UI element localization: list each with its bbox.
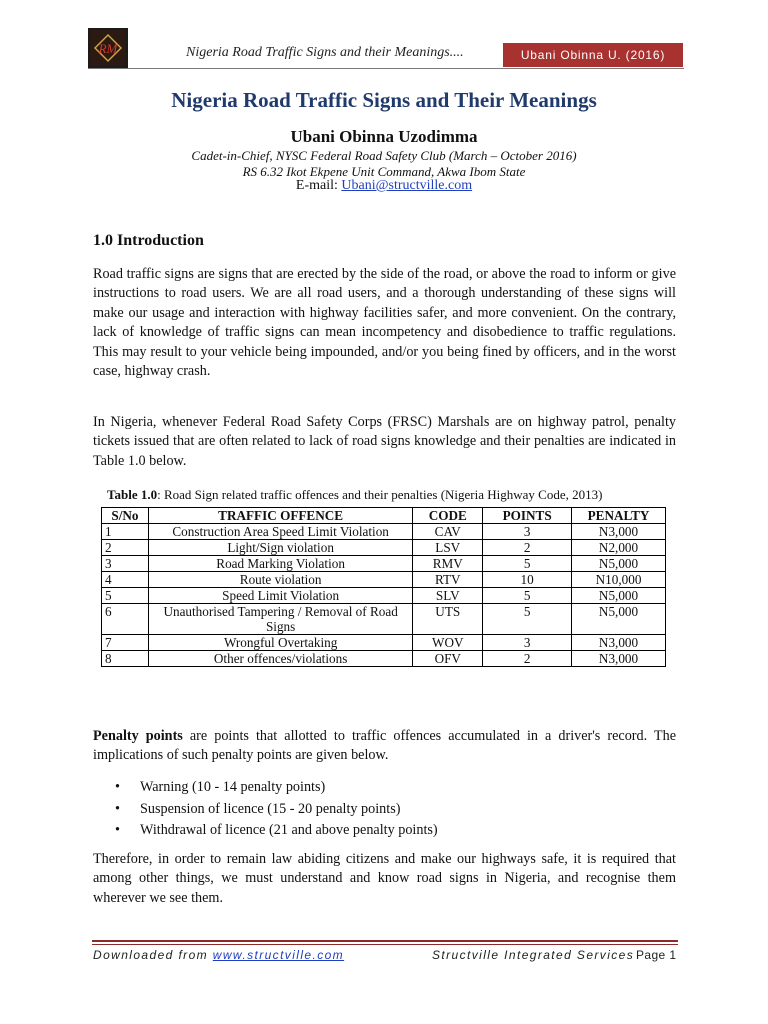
cell-code: SLV	[413, 588, 483, 604]
header-code: CODE	[413, 508, 483, 524]
table-caption	[107, 487, 602, 503]
penalty-paragraph	[93, 727, 676, 766]
cell-points: 5	[483, 556, 572, 572]
cell-penalty: N3,000	[572, 635, 666, 651]
table-row	[102, 604, 666, 635]
cell-penalty: N2,000	[572, 540, 666, 556]
table-row	[102, 540, 666, 556]
table-row	[102, 524, 666, 540]
page-number: Page 1	[636, 948, 677, 962]
header-penalty: PENALTY	[572, 508, 666, 524]
cell-offence: Light/Sign violation	[148, 540, 412, 556]
penalty-term: Penalty points	[93, 728, 183, 744]
cell-sno: 3	[102, 556, 149, 572]
table-caption-label: Table 1.0	[107, 487, 158, 502]
list-item: • Suspension of licence (15 - 20 penalty points)	[93, 799, 653, 821]
cell-sno: 1	[102, 524, 149, 540]
intro-paragraph-1: Road traffic signs are signs that are erected by the side of the road, or above the road to inform or give instructions to road users. We are all road users, and a thorough understanding of these signs will make our usage and interaction with highway facilities safer, and more convenient. On the contrary, lack of knowledge of traffic signs can mean incompetency and disobedience to traffic regulations. This may result to your vehicle being impounded, and/or you being fined by officers, and in the worst case, highway crash.	[93, 266, 676, 380]
cell-code: CAV	[413, 524, 483, 540]
running-title: Nigeria Road Traffic Signs and their Meanings....	[186, 45, 464, 60]
header-traffic-offence: TRAFFIC OFFENCE	[148, 508, 412, 524]
table-row	[102, 572, 666, 588]
cell-offence: Other offences/violations	[148, 651, 412, 667]
email-line	[0, 178, 768, 194]
cell-sno: 8	[102, 651, 149, 667]
cell-sno: 2	[102, 540, 149, 556]
section-heading: 1.0 Introduction	[93, 232, 204, 249]
cell-offence: Road Marking Violation	[148, 556, 412, 572]
table-row	[102, 651, 666, 667]
cell-points: 10	[483, 572, 572, 588]
cell-offence: Wrongful Overtaking	[148, 635, 412, 651]
footer-downloaded	[93, 948, 344, 962]
header-sno: S/No	[102, 508, 149, 524]
conclusion-paragraph: Therefore, in order to remain law abiding citizens and make our highways safe, it is required that among other things, we must understand and know road signs in Nigeria, and recognise them wherever we see them.	[93, 851, 676, 906]
cell-code: UTS	[413, 604, 483, 635]
footer-divider	[92, 940, 678, 942]
table-row	[102, 635, 666, 651]
table-row	[102, 556, 666, 572]
cell-sno: 7	[102, 635, 149, 651]
header-points: POINTS	[483, 508, 572, 524]
table-header-row	[102, 508, 666, 524]
footer-downloaded-label: Downloaded from	[93, 948, 209, 962]
cell-points: 5	[483, 588, 572, 604]
logo	[88, 28, 128, 68]
email-link[interactable]: Ubani@structville.com	[341, 178, 473, 193]
header-divider	[88, 68, 684, 69]
penalty-text: are points that allotted to traffic offences accumulated in a driver's record. The implications of such penalty points are given below.	[93, 728, 676, 764]
cell-points: 3	[483, 635, 572, 651]
cell-code: OFV	[413, 651, 483, 667]
offences-table	[101, 507, 666, 667]
author-name: Ubani Obinna Uzodimma	[290, 127, 478, 146]
list-item: • Withdrawal of licence (21 and above penalty points)	[93, 820, 653, 842]
svg-text:RM: RM	[98, 41, 118, 56]
penalty-list	[93, 777, 653, 842]
cell-penalty: N5,000	[572, 604, 666, 635]
cell-sno: 4	[102, 572, 149, 588]
cell-offence: Construction Area Speed Limit Violation	[148, 524, 412, 540]
cell-points: 2	[483, 651, 572, 667]
cell-penalty: N3,000	[572, 651, 666, 667]
cell-offence: Speed Limit Violation	[148, 588, 412, 604]
table-row	[102, 588, 666, 604]
document-title: Nigeria Road Traffic Signs and Their Meanings	[171, 88, 597, 112]
cell-code: RTV	[413, 572, 483, 588]
cell-code: RMV	[413, 556, 483, 572]
cell-sno: 6	[102, 604, 149, 635]
footer-company: Structville Integrated Services	[432, 948, 635, 962]
cell-points: 2	[483, 540, 572, 556]
table-caption-text: : Road Sign related traffic offences and their penalties (Nigeria Highway Code, 2013)	[157, 487, 603, 502]
intro-paragraph-2: In Nigeria, whenever Federal Road Safety Corps (FRSC) Marshals are on highway patrol, penalty tickets issued that are often related to lack of road signs knowledge and their penalties are indicated in Table 1.0 below.	[93, 414, 676, 469]
cell-points: 3	[483, 524, 572, 540]
cell-penalty: N10,000	[572, 572, 666, 588]
affiliation-line-2: RS 6.32 Ikot Ekpene Unit Command, Akwa Ibom State	[242, 164, 526, 179]
author-badge: Ubani Obinna U. (2016)	[503, 43, 683, 67]
list-item: • Warning (10 - 14 penalty points)	[93, 777, 653, 799]
cell-penalty: N5,000	[572, 556, 666, 572]
email-label: E-mail:	[295, 178, 338, 193]
cell-code: WOV	[413, 635, 483, 651]
logo-mark-icon	[91, 31, 125, 65]
footer-link[interactable]: www.structville.com	[212, 948, 345, 962]
affiliation-line-1: Cadet-in-Chief, NYSC Federal Road Safety Club (March – October 2016)	[191, 148, 577, 163]
cell-penalty: N3,000	[572, 524, 666, 540]
footer-divider-thin	[92, 944, 678, 945]
cell-sno: 5	[102, 588, 149, 604]
cell-offence: Unauthorised Tampering / Removal of Road Signs	[148, 604, 412, 635]
cell-offence: Route violation	[148, 572, 412, 588]
cell-code: LSV	[413, 540, 483, 556]
cell-penalty: N5,000	[572, 588, 666, 604]
cell-points: 5	[483, 604, 572, 635]
